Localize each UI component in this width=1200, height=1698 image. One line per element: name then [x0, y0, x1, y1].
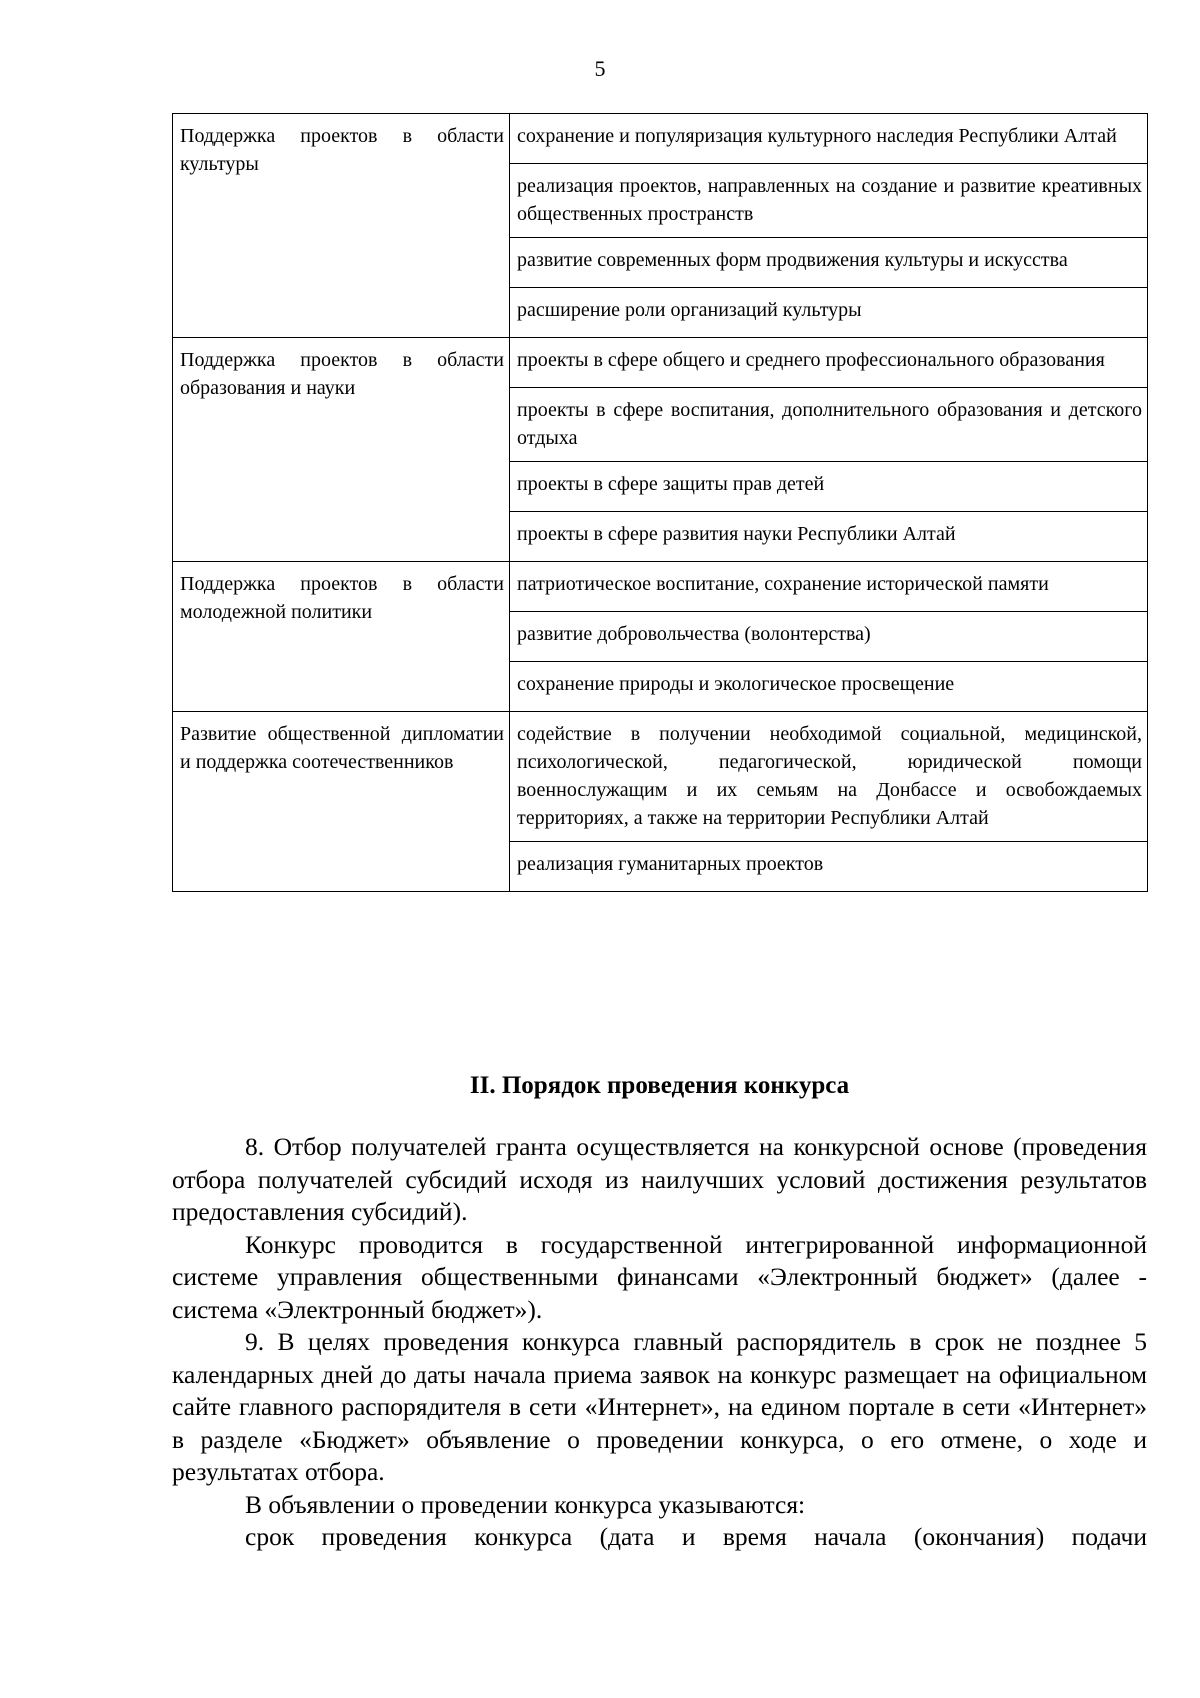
- table-row: [173, 338, 1148, 388]
- section-body: [172, 1131, 1147, 1554]
- area-cell: Поддержка проектов в области культуры: [173, 114, 510, 338]
- direction-cell: развитие современных форм продвижения культуры и искусства: [510, 238, 1148, 288]
- direction-cell: реализация проектов, направленных на создание и развитие креативных общественных пространств: [510, 164, 1148, 238]
- direction-cell: расширение роли организаций культуры: [510, 288, 1148, 338]
- paragraph: срок проведения конкурса (дата и время начала (окончания) подачи: [245, 1522, 1147, 1551]
- area-cell: Развитие общественной дипломатии и поддержка соотечественников: [173, 712, 510, 892]
- direction-cell: содействие в получении необходимой социальной, медицинской, психологической, педагогической, юридической помощи военнослужащим и их семьям на Донбассе и освобождаемых территориях, а также на территории Республики Алтай: [510, 712, 1148, 842]
- direction-cell: развитие добровольчества (волонтерства): [510, 612, 1148, 662]
- table-row: [173, 712, 1148, 842]
- table-row: [173, 114, 1148, 164]
- grant-directions-table: [172, 113, 1148, 892]
- paragraph: Конкурс проводится в государственной интегрированной информационной системе управления общественными финансами «Электронный бюджет» (далее - система «Электронный бюджет»).: [172, 1229, 1147, 1324]
- table-row: [173, 562, 1148, 612]
- direction-cell: проекты в сфере воспитания, дополнительного образования и детского отдыха: [510, 388, 1148, 462]
- direction-cell: патриотическое воспитание, сохранение исторической памяти: [510, 562, 1148, 612]
- direction-cell: проекты в сфере общего и среднего профессионального образования: [510, 338, 1148, 388]
- direction-cell: проекты в сфере защиты прав детей: [510, 462, 1148, 512]
- direction-cell: сохранение и популяризация культурного наследия Республики Алтай: [510, 114, 1148, 164]
- paragraph: 9. В целях проведения конкурса главный распорядитель в срок не позднее 5 календарных дней до даты начала приема заявок на конкурс размещает на официальном сайте главного распорядителя в сети «Интернет», на едином портале в сети «Интернет» в разделе «Бюджет» объявление о проведении конкурса, о его отмене, о ходе и результатах отбора.: [172, 1327, 1147, 1486]
- direction-cell: сохранение природы и экологическое просвещение: [510, 662, 1148, 712]
- page-number: 5: [594, 56, 606, 81]
- area-cell: Поддержка проектов в области молодежной политики: [173, 562, 510, 712]
- paragraph: 8. Отбор получателей гранта осуществляется на конкурсной основе (проведения отбора получателей субсидий исходя из наилучших условий достижения результатов предоставления субсидий).: [172, 1132, 1147, 1226]
- area-cell: Поддержка проектов в области образования и науки: [173, 338, 510, 562]
- direction-cell: проекты в сфере развития науки Республики Алтай: [510, 512, 1148, 562]
- direction-cell: реализация гуманитарных проектов: [510, 842, 1148, 892]
- paragraph: В объявлении о проведении конкурса указываются:: [245, 1489, 806, 1519]
- section-heading: II. Порядок проведения конкурса: [469, 1072, 850, 1099]
